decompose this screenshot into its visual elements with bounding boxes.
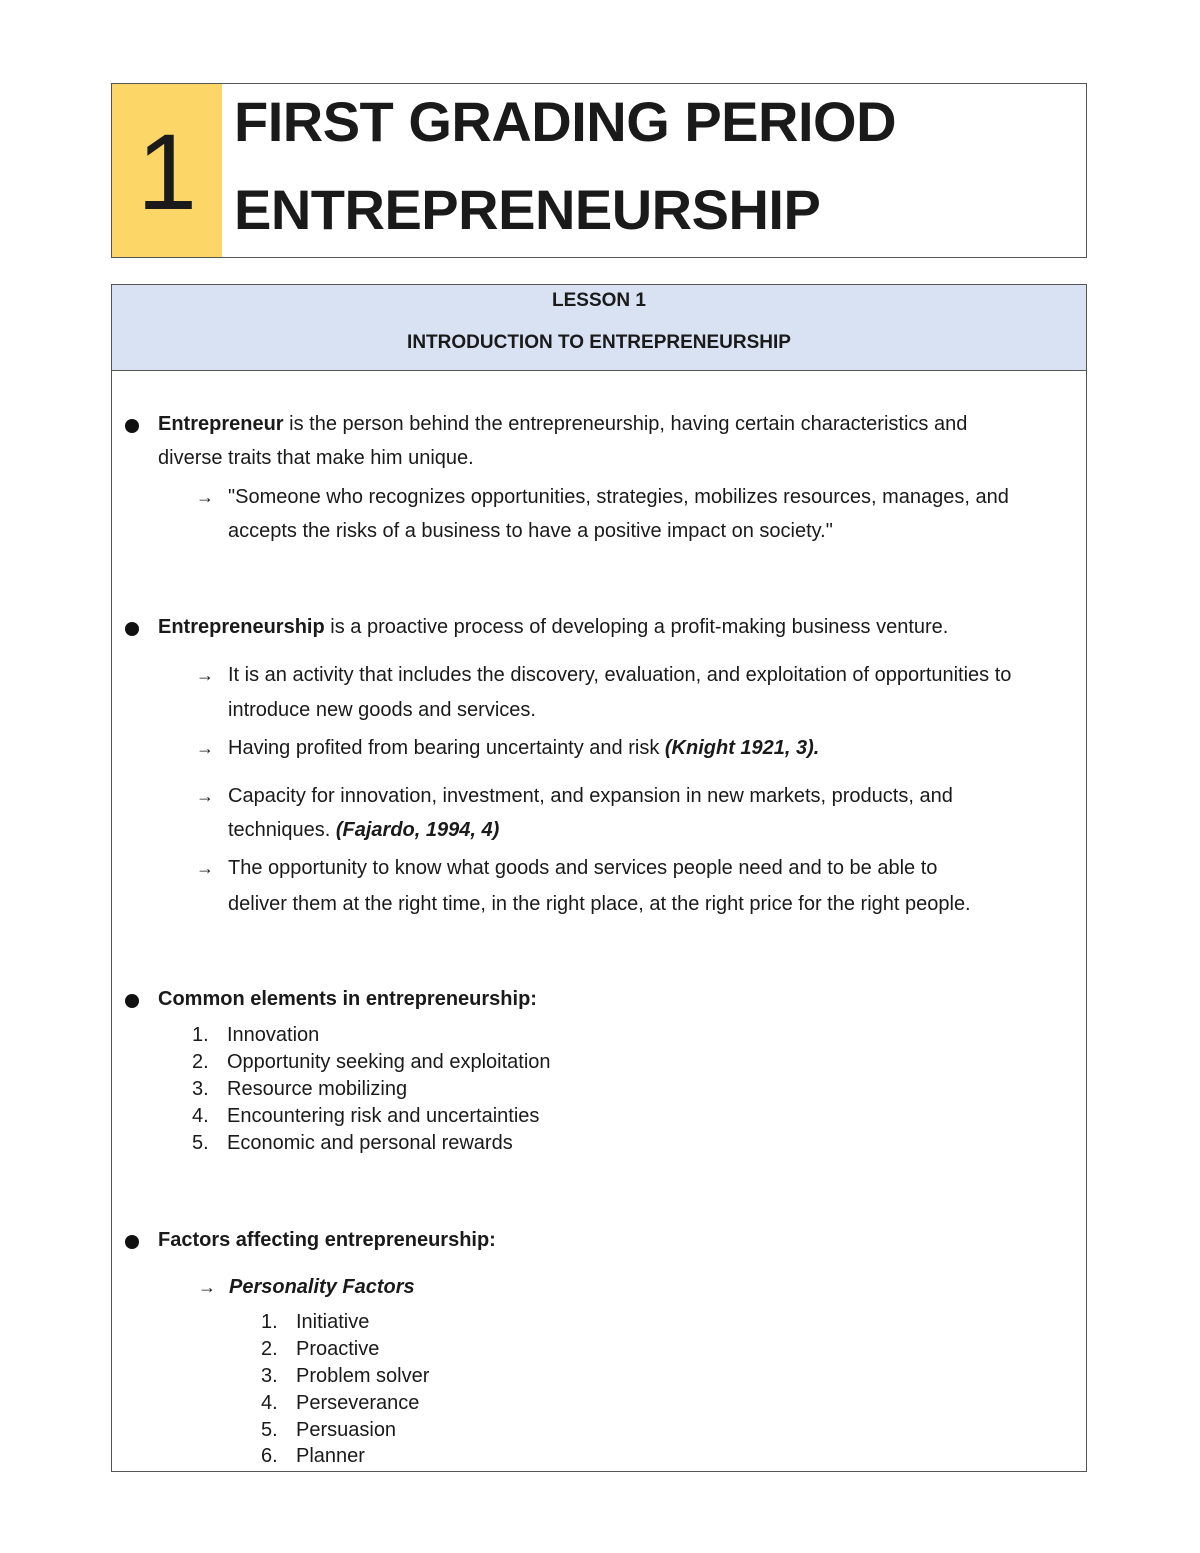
list-item: Persuasion [296,1419,397,1441]
chapter-header [111,83,1087,258]
entrepreneurship-def: is a proactive process of developing a profit-making business venture. [324,616,949,638]
bullet-icon [125,622,139,636]
arrow-right-icon: → [196,665,214,685]
bullet-icon [125,994,139,1008]
list-number: 4. [192,1105,209,1127]
list-item: Innovation [227,1024,320,1046]
list-number: 3. [261,1365,278,1387]
point-3-line2 [228,813,499,847]
list-item: Resource mobilizing [227,1078,408,1100]
chapter-number-cell [112,84,222,257]
chapter-title-line1: FIRST GRADING PERIOD [234,90,897,153]
chapter-number: 1 [136,111,198,232]
entrepreneur-definition [158,407,967,441]
list-number: 3. [192,1078,209,1100]
lesson-label: LESSON 1 [552,290,646,311]
list-item: Planner [296,1445,365,1467]
list-number: 4. [261,1392,278,1414]
arrow-right-icon: → [198,1277,216,1297]
list-number: 1. [192,1024,209,1046]
point-3-text: techniques. [228,819,336,841]
point-1-line1: It is an activity that includes the discovery, evaluation, and exploitation of opportunities to [228,664,1012,686]
personality-factors-text: Personality Factors [229,1276,415,1298]
personality-factors-heading [229,1270,415,1304]
point-2-text: Having profited from bearing uncertainty and risk [228,737,665,759]
factors-heading [158,1223,496,1257]
list-item: Economic and personal rewards [227,1132,513,1154]
chapter-title-line2: ENTREPRENEURSHIP [234,178,821,241]
list-number: 2. [192,1051,209,1073]
list-item: Encountering risk and uncertainties [227,1105,540,1127]
arrow-right-icon: → [196,487,214,507]
arrow-right-icon: → [196,786,214,806]
entrepreneur-def-line1: is the person behind the entrepreneurship, having certain characteristics and [283,413,968,435]
point-2 [228,731,819,765]
arrow-right-icon: → [196,738,214,758]
entrepreneur-quote-line1: "Someone who recognizes opportunities, strategies, mobilizes resources, manages, and [228,486,1009,508]
entrepreneurship-term: Entrepreneurship [158,616,325,638]
point-4-line1: The opportunity to know what goods and services people need and to be able to [228,857,938,879]
elements-heading [158,982,537,1016]
point-1-line2: introduce new goods and services. [228,699,536,721]
list-item: Problem solver [296,1365,430,1387]
list-number: 1. [261,1311,278,1333]
list-number: 6. [261,1445,278,1467]
entrepreneur-term: Entrepreneur [158,413,284,435]
entrepreneur-quote-line2: accepts the risks of a business to have a positive impact on society." [228,520,833,542]
point-3-citation: (Fajardo, 1994, 4) [335,819,500,841]
entrepreneurship-definition [158,610,948,644]
arrow-right-icon: → [196,858,214,878]
point-4-line2: deliver them at the right time, in the right place, at the right price for the right people. [228,893,971,915]
elements-heading-text: Common elements in entrepreneurship: [158,988,537,1010]
lesson-header [112,285,1086,371]
point-2-citation: (Knight 1921, 3). [664,737,820,759]
list-item: Proactive [296,1338,380,1360]
bullet-icon [125,419,139,433]
list-item: Initiative [296,1311,370,1333]
list-item: Opportunity seeking and exploitation [227,1051,551,1073]
entrepreneur-def-line2: diverse traits that make him unique. [158,447,474,469]
bullet-icon [125,1235,139,1249]
point-3-line1: Capacity for innovation, investment, and expansion in new markets, products, and [228,785,953,807]
list-number: 2. [261,1338,278,1360]
factors-heading-text: Factors affecting entrepreneurship: [158,1229,496,1251]
list-number: 5. [261,1419,278,1441]
list-item: Perseverance [296,1392,420,1414]
lesson-title: INTRODUCTION TO ENTREPRENEURSHIP [407,332,791,353]
list-number: 5. [192,1132,209,1154]
